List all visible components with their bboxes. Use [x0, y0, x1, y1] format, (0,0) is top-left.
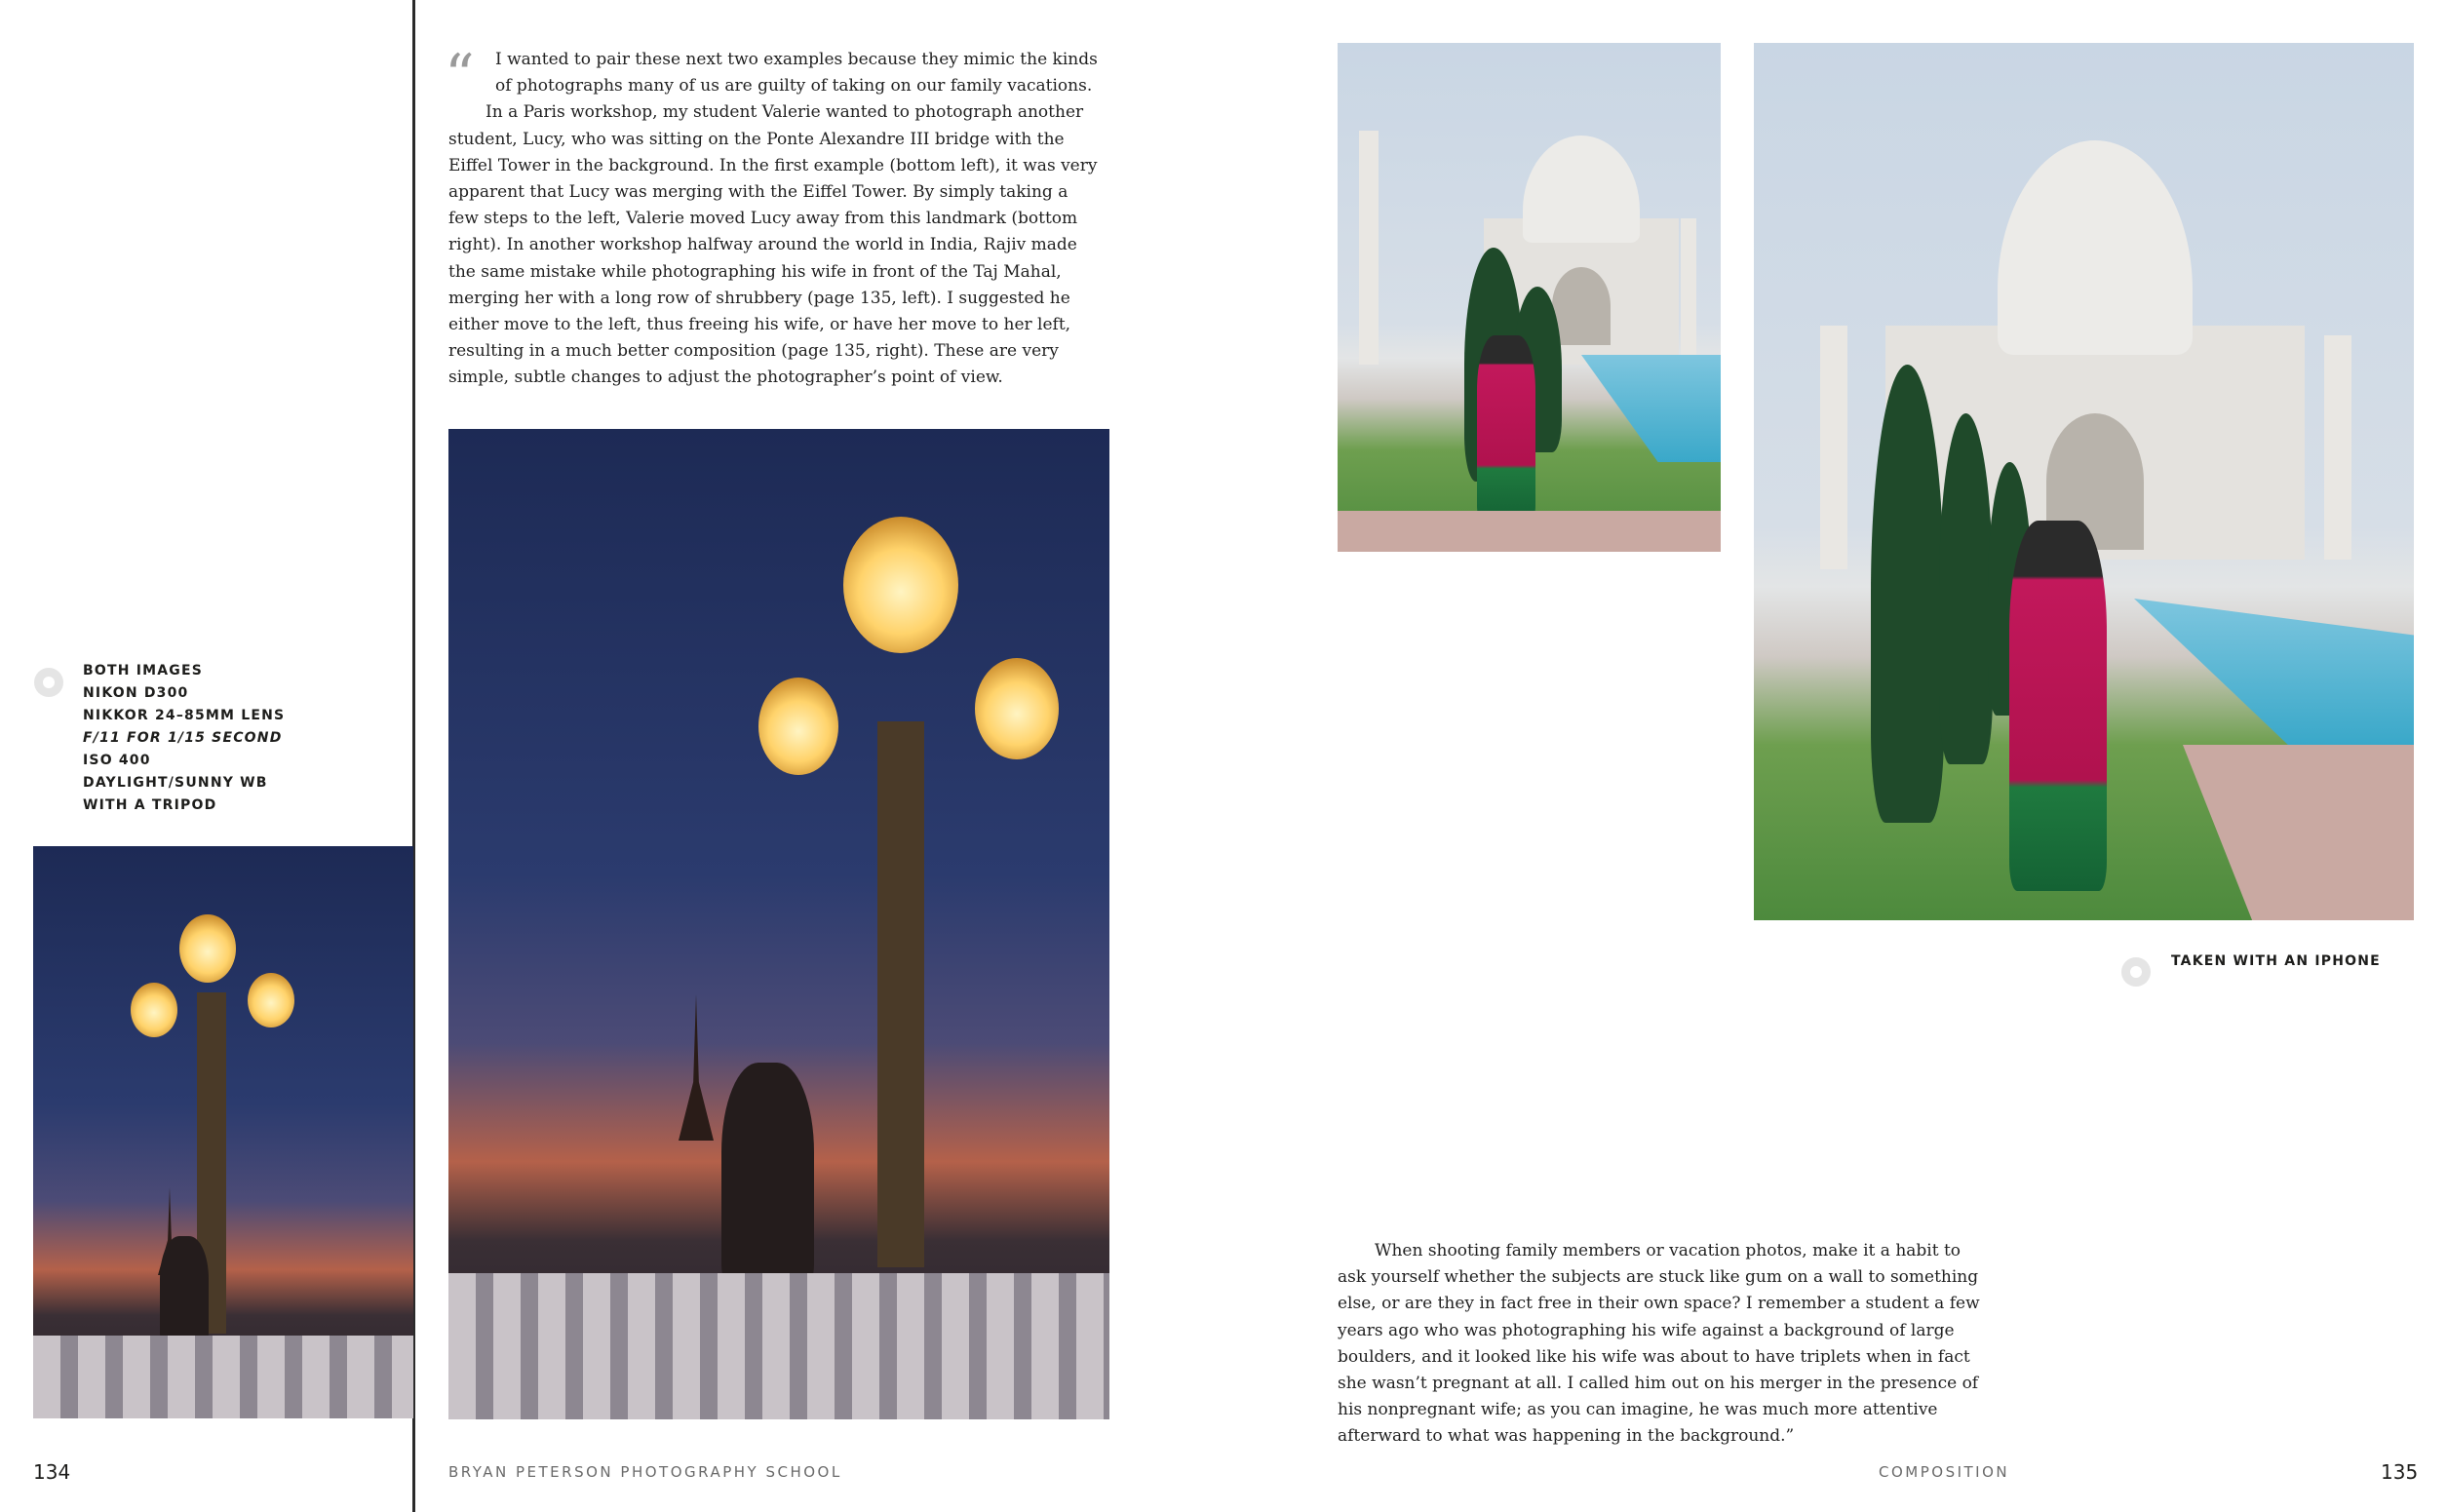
lamp-post [877, 721, 924, 1267]
running-head-left: BRYAN PETERSON PHOTOGRAPHY SCHOOL [448, 1463, 842, 1481]
photo-taj-corrected [1754, 43, 2414, 920]
taj-mahal-arch [1552, 267, 1611, 345]
lamp-globe [975, 658, 1059, 759]
closing-paragraph: When shooting family members or vacation photos, make it a habit to ask yourself whether the subjects are stuck like gum on a wall to something else, or are they in fact free in their own space? I remember a student a few years ago who was photographing his wife against a background of large boulders, and it looked like his wife was about to have triplets when in fact she wasn’t pregnant at all. I called him out on his merger in the presence of his nonpregnant wife; as you can imagine, he was much more attentive afterward to what was happening in the background.” [1338, 1241, 1980, 1447]
eiffel-tower-silhouette [679, 994, 714, 1141]
minaret [2324, 335, 2351, 560]
lamp-globe [131, 983, 177, 1037]
running-head-right: COMPOSITION [1879, 1463, 2010, 1481]
subject-lucy [721, 1063, 814, 1287]
photo-taj-merged [1338, 43, 1721, 552]
reflecting-pool [2134, 599, 2414, 745]
lamp-globe [843, 517, 958, 653]
minaret [1359, 131, 1379, 365]
stone-path [2183, 745, 2414, 920]
intro-text-block [448, 47, 1102, 392]
lamp-globe [248, 973, 294, 1027]
photo-paris-merged [33, 846, 413, 1418]
exif-line: DAYLIGHT/SUNNY WB [83, 775, 268, 791]
photo-caption: TAKEN WITH AN IPHONE [2171, 953, 2381, 969]
stone-path [1338, 511, 1721, 552]
lamp-globe [758, 678, 838, 775]
bridge-balustrade [33, 1336, 413, 1418]
exif-line: F/11 FOR 1/15 SECOND [83, 730, 283, 746]
exif-line: ISO 400 [83, 753, 151, 768]
exif-line: NIKON D300 [83, 685, 189, 701]
camera-icon [34, 668, 63, 697]
page-number-left: 134 [33, 1460, 71, 1484]
subject-wife [2009, 521, 2107, 891]
bridge-balustrade [448, 1273, 1109, 1419]
intro-paragraph: I wanted to pair these next two examples because they mimic the kinds of photographs many of us are guilty of taking on our family vacations. [495, 50, 1098, 97]
exif-line: BOTH IMAGES [83, 663, 204, 678]
minaret [1820, 326, 1847, 569]
exif-line: WITH A TRIPOD [83, 797, 217, 813]
cypress-trees [1871, 365, 1944, 823]
cypress-trees [1939, 413, 1993, 764]
exif-caption [83, 660, 375, 817]
minaret [1681, 218, 1696, 365]
body-paragraph: In a Paris workshop, my student Valerie wanted to photograph another student, Lucy, who was sitting on the Ponte Alexandre III bridge with the Eiffel Tower in the background. In the first example (bottom left), it was very apparent that Lucy was merging with the Eiffel Tower. By simply taking a few steps to the left, Valerie moved Lucy away from this landmark (bottom right). In another workshop halfway around the world in India, Rajiv made the same mistake while photographing his wife in front of the Taj Mahal, merging her with a long row of shrubbery (page 135, left). I suggested he either move to the left, thus freeing his wife, or have her move to her left, resulting in a much better composition (page 135, right). These are very simple, subtle changes to adjust the photographer’s point of view. [448, 102, 1098, 388]
camera-icon [2121, 957, 2151, 987]
subject-lucy [160, 1236, 209, 1343]
page-number-right: 135 [2381, 1460, 2419, 1484]
lamp-globe [179, 914, 236, 983]
photo-paris-corrected [448, 429, 1109, 1419]
subject-wife [1477, 335, 1535, 521]
closing-text-block [1338, 1238, 1993, 1451]
exif-line: NIKKOR 24–85MM LENS [83, 708, 286, 723]
quote-mark: “ [445, 42, 475, 110]
reflecting-pool [1581, 355, 1721, 462]
taj-mahal-dome [1998, 140, 2193, 355]
taj-mahal-dome [1523, 136, 1640, 243]
